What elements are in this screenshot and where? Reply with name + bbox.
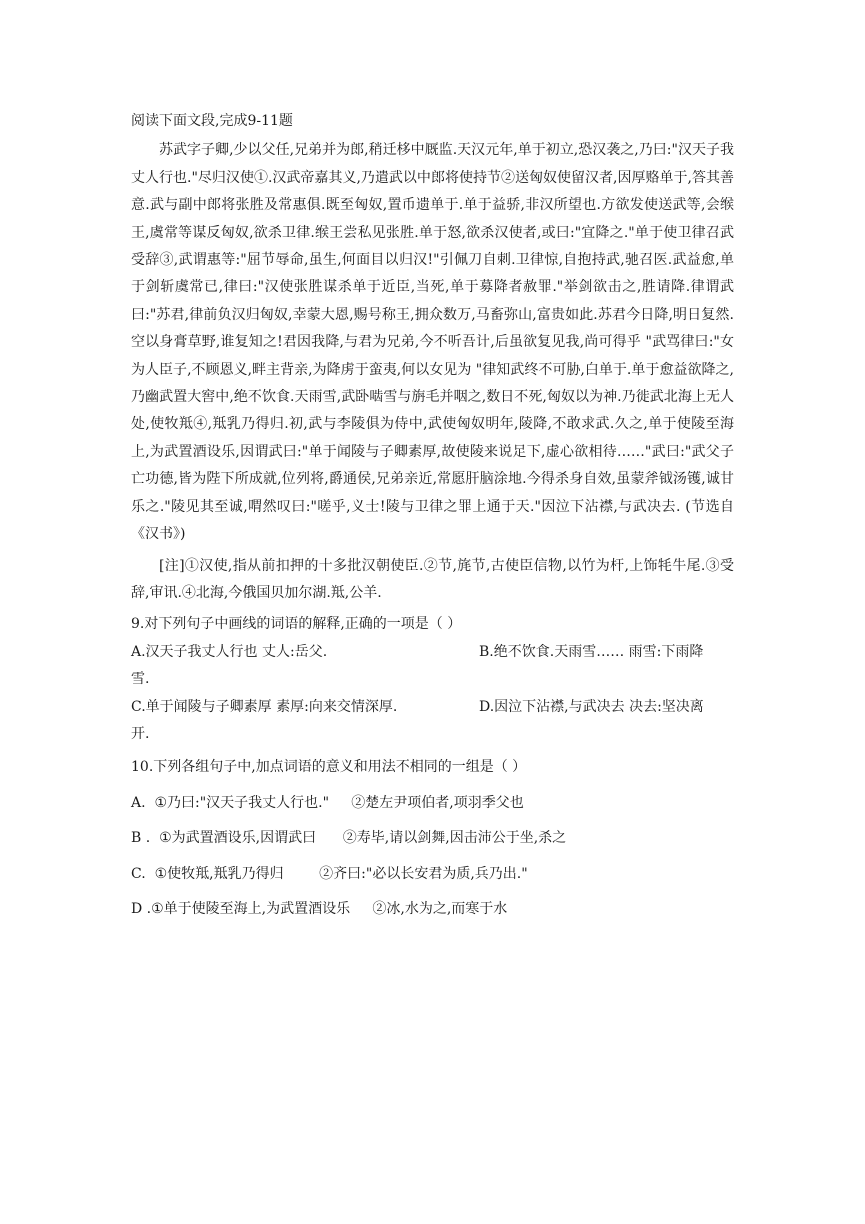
question-10 <box>131 754 734 923</box>
question-9-option-b[interactable]: B.绝不饮食.天雨雪…… 雨雪:下雨降 <box>479 643 704 660</box>
question-10-option-d[interactable]: D .①单于使陵至海上,为武置酒设乐 ②冰,水为之,而寒于水 <box>131 900 508 917</box>
question-9-options-ab <box>131 639 734 666</box>
passage-text: 苏武字子卿,少以父任,兄弟并为郎,稍迁栘中厩监.天汉元年,单于初立,恐汉袭之,乃曰:"汉天子我丈人行也."尽归汉使①.汉武帝嘉其义,乃遣武以中郎将使持节②送匈奴使留汉者,因厚赂单于,答其善意.武与副中郎将张胜及常惠俱.既至匈奴,置币遗单于.单于益骄,非汉所望也.方欲发使送武等,会缑王,虞常等谋反匈奴,欲杀卫律.缑王尝私见张胜.单于怒,欲杀汉使者,或曰:"宜降之."单于使卫律召武受辞③,武谓惠等:"屈节辱命,虽生,何面目以归汉!"引佩刀自刺.卫律惊,自抱持武,驰召医.武益愈,单于剑斩虞常已,律曰:"汉使张胜谋杀单于近臣,当死,单于募降者赦罪."举剑欲击之,胜请降.律谓武曰:"苏君,律前负汉归匈奴,幸蒙大恩,赐号称王,拥众数万,马畜弥山,富贵如此.苏君今日降,明日复然.空以身膏草野,谁复知之!君因我降,与君为兄弟,今不听吾计,后虽欲复见我,尚可得乎 "武骂律曰:"女为人臣子,不顾恩义,畔主背亲,为降虏于蛮夷,何以女见为 "律知武终不可胁,白单于.单于愈益欲降之,乃幽武置大窖中,绝不饮食.天雨雪,武卧啮雪与旃毛并咽之,数日不死,匈奴以为神.乃徙武北海上无人处,使牧羝④,羝乳乃得归.初,武与李陵俱为侍中,武使匈奴明年,陵降,不敢求武.久之,单于使陵至海上,为武置酒设乐,因谓武曰:"单于闻陵与子卿素厚,故使陵来说足下,虚心欲相待……"武曰:"武父子亡功德,皆为陛下所成就,位列将,爵通侯,兄弟亲近,常愿肝脑涂地.今得杀身自效,虽蒙斧钺汤镬,诚甘乐之."陵见其至诚,喟然叹曰:"嗟乎,义士!陵与卫律之罪上通于天."因泣下沾襟,与武决去. (节选自《汉书》) <box>131 142 734 543</box>
question-9-option-a[interactable]: A.汉天子我丈人行也 丈人:岳父. <box>131 643 328 660</box>
reading-instruction: 阅读下面文段,完成9-11题 <box>131 113 293 129</box>
question-9-title: 9.对下列句子中画线的词语的解释,正确的一项是（ ） <box>131 616 462 633</box>
question-9-option-c[interactable]: C.单于闻陵与子卿素厚 素厚:向来交情深厚. <box>131 698 398 715</box>
question-9-option-d[interactable]: D.因泣下沾襟,与武决去 决去:坚决离 <box>479 698 704 715</box>
question-9-option-b-wrap: 雪. <box>131 671 150 688</box>
passage-notes: [注]①汉使,指从前扣押的十多批汉朝使臣.②节,旄节,古使臣信物,以竹为杆,上饰牦牛尾.③受辞,审讯.④北海,今俄国贝加尔湖.羝,公羊. <box>131 557 734 601</box>
question-10-option-c[interactable]: C. ①使牧羝,羝乳乃得归 ②齐曰:"必以长安君为质,兵乃出." <box>131 865 528 882</box>
document-body <box>131 108 734 923</box>
question-9 <box>131 611 734 748</box>
question-9-option-d-wrap: 开. <box>131 725 150 742</box>
question-10-option-b[interactable]: B . ①为武置酒设乐,因谓武曰 ②寿毕,请以剑舞,因击沛公于坐,杀之 <box>131 830 567 847</box>
question-10-title: 10.下列各组句子中,加点词语的意义和用法不相同的一组是（ ） <box>131 759 527 776</box>
question-9-options-cd <box>131 694 734 721</box>
question-10-option-a[interactable]: A. ①乃曰:"汉天子我丈人行也." ②楚左尹项伯者,项羽季父也 <box>131 794 524 811</box>
